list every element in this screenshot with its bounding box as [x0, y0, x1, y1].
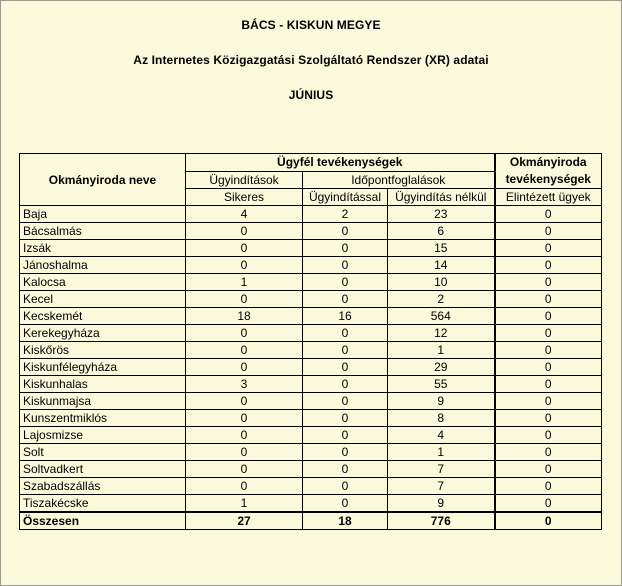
- table-row: [20, 257, 602, 274]
- table-row: [20, 427, 602, 444]
- report-subtitle: Az Internetes Közigazgatási Szolgáltató Rendszer (XR) adatai: [133, 53, 489, 67]
- successful-cell: 0: [186, 325, 303, 342]
- successful-cell: 3: [186, 376, 303, 393]
- office-activities-header: Okmányiroda tevékenységek: [495, 154, 602, 189]
- successful-cell: 0: [186, 257, 303, 274]
- office-name-cell: Kalocsa: [20, 274, 186, 291]
- handled-cases-header: Elintézett ügyek: [495, 189, 602, 206]
- with-initiation-cell: 0: [303, 478, 388, 495]
- without-initiation-cell: 564: [388, 308, 495, 325]
- office-name-cell: Kiskunfélegyháza: [20, 359, 186, 376]
- without-initiation-cell: 8: [388, 410, 495, 427]
- office-name-cell: Kiskunmajsa: [20, 393, 186, 410]
- total-with-initiation: 18: [303, 512, 388, 530]
- table-row: [20, 461, 602, 478]
- handled-cases-cell: 0: [495, 393, 602, 410]
- with-initiation-cell: 0: [303, 495, 388, 513]
- total-handled: 0: [495, 512, 602, 530]
- handled-cases-cell: 0: [495, 257, 602, 274]
- table-row: [20, 308, 602, 325]
- handled-cases-cell: 0: [495, 325, 602, 342]
- total-label: Összesen: [20, 512, 186, 530]
- office-name-header: Okmányiroda neve: [20, 154, 186, 206]
- statistics-table: [19, 153, 602, 530]
- handled-cases-cell: 0: [495, 461, 602, 478]
- handled-cases-cell: 0: [495, 342, 602, 359]
- handled-cases-cell: 0: [495, 274, 602, 291]
- without-initiation-cell: 12: [388, 325, 495, 342]
- office-name-cell: Kecskemét: [20, 308, 186, 325]
- successful-cell: 18: [186, 308, 303, 325]
- without-initiation-header: Ügyindítás nélkül: [388, 189, 495, 206]
- without-initiation-cell: 14: [388, 257, 495, 274]
- without-initiation-cell: 55: [388, 376, 495, 393]
- month-title: JÚNIUS: [288, 88, 334, 102]
- with-initiation-cell: 0: [303, 291, 388, 308]
- office-name-cell: Tiszakécske: [20, 495, 186, 513]
- office-name-cell: Kecel: [20, 291, 186, 308]
- appointments-header: Időpontfoglalások: [303, 171, 495, 189]
- office-name-cell: Kiskunhalas: [20, 376, 186, 393]
- without-initiation-cell: 15: [388, 240, 495, 257]
- with-initiation-cell: 0: [303, 257, 388, 274]
- without-initiation-cell: 29: [388, 359, 495, 376]
- with-initiation-cell: 0: [303, 461, 388, 478]
- handled-cases-cell: 0: [495, 495, 602, 513]
- with-initiation-cell: 0: [303, 427, 388, 444]
- handled-cases-cell: 0: [495, 240, 602, 257]
- successful-cell: 0: [186, 461, 303, 478]
- with-initiation-cell: 0: [303, 240, 388, 257]
- successful-cell: 0: [186, 410, 303, 427]
- total-successful: 27: [186, 512, 303, 530]
- table-row: [20, 223, 602, 240]
- total-without-initiation: 776: [388, 512, 495, 530]
- with-initiation-cell: 0: [303, 359, 388, 376]
- without-initiation-cell: 23: [388, 206, 495, 223]
- office-name-cell: Kiskőrös: [20, 342, 186, 359]
- successful-cell: 1: [186, 274, 303, 291]
- with-initiation-cell: 0: [303, 444, 388, 461]
- county-title: BÁCS - KISKUN MEGYE: [241, 18, 381, 32]
- handled-cases-cell: 0: [495, 223, 602, 240]
- office-name-cell: Kunszentmiklós: [20, 410, 186, 427]
- table-row: [20, 325, 602, 342]
- with-initiation-cell: 0: [303, 223, 388, 240]
- table-row: [20, 478, 602, 495]
- handled-cases-cell: 0: [495, 206, 602, 223]
- with-initiation-cell: 0: [303, 393, 388, 410]
- with-initiation-cell: 0: [303, 376, 388, 393]
- table-row: [20, 495, 602, 513]
- office-name-cell: Izsák: [20, 240, 186, 257]
- office-name-cell: Kerekegyháza: [20, 325, 186, 342]
- handled-cases-cell: 0: [495, 478, 602, 495]
- successful-cell: 0: [186, 444, 303, 461]
- successful-cell: 4: [186, 206, 303, 223]
- with-initiation-cell: 0: [303, 410, 388, 427]
- table-row: [20, 240, 602, 257]
- office-name-cell: Baja: [20, 206, 186, 223]
- without-initiation-cell: 6: [388, 223, 495, 240]
- with-initiation-cell: 16: [303, 308, 388, 325]
- total-row: [20, 512, 602, 530]
- successful-header: Sikeres: [186, 189, 303, 206]
- without-initiation-cell: 9: [388, 495, 495, 513]
- without-initiation-cell: 7: [388, 478, 495, 495]
- successful-cell: 0: [186, 478, 303, 495]
- without-initiation-cell: 7: [388, 461, 495, 478]
- office-name-cell: Lajosmizse: [20, 427, 186, 444]
- table-row: [20, 359, 602, 376]
- client-activities-header: Ügyfél tevékenységek: [186, 154, 495, 172]
- successful-cell: 0: [186, 427, 303, 444]
- handled-cases-cell: 0: [495, 410, 602, 427]
- table-row: [20, 410, 602, 427]
- with-initiation-cell: 0: [303, 342, 388, 359]
- successful-cell: 0: [186, 291, 303, 308]
- office-name-cell: Bácsalmás: [20, 223, 186, 240]
- with-initiation-header: Ügyindítással: [303, 189, 388, 206]
- handled-cases-cell: 0: [495, 444, 602, 461]
- without-initiation-cell: 9: [388, 393, 495, 410]
- office-name-cell: Jánoshalma: [20, 257, 186, 274]
- table-row: [20, 274, 602, 291]
- table-row: [20, 444, 602, 461]
- without-initiation-cell: 4: [388, 427, 495, 444]
- with-initiation-cell: 2: [303, 206, 388, 223]
- successful-cell: 0: [186, 342, 303, 359]
- without-initiation-cell: 2: [388, 291, 495, 308]
- table-row: [20, 376, 602, 393]
- successful-cell: 0: [186, 359, 303, 376]
- without-initiation-cell: 10: [388, 274, 495, 291]
- successful-cell: 0: [186, 393, 303, 410]
- handled-cases-cell: 0: [495, 308, 602, 325]
- table-row: [20, 342, 602, 359]
- office-name-cell: Solt: [20, 444, 186, 461]
- table-row: [20, 393, 602, 410]
- without-initiation-cell: 1: [388, 444, 495, 461]
- office-name-cell: Szabadszállás: [20, 478, 186, 495]
- successful-cell: 0: [186, 240, 303, 257]
- table-row: [20, 291, 602, 308]
- with-initiation-cell: 0: [303, 274, 388, 291]
- case-initiations-header: Ügyindítások: [186, 171, 303, 189]
- handled-cases-cell: 0: [495, 359, 602, 376]
- successful-cell: 1: [186, 495, 303, 513]
- table-row: [20, 206, 602, 223]
- office-name-cell: Soltvadkert: [20, 461, 186, 478]
- with-initiation-cell: 0: [303, 325, 388, 342]
- handled-cases-cell: 0: [495, 427, 602, 444]
- without-initiation-cell: 1: [388, 342, 495, 359]
- handled-cases-cell: 0: [495, 291, 602, 308]
- handled-cases-cell: 0: [495, 376, 602, 393]
- successful-cell: 0: [186, 223, 303, 240]
